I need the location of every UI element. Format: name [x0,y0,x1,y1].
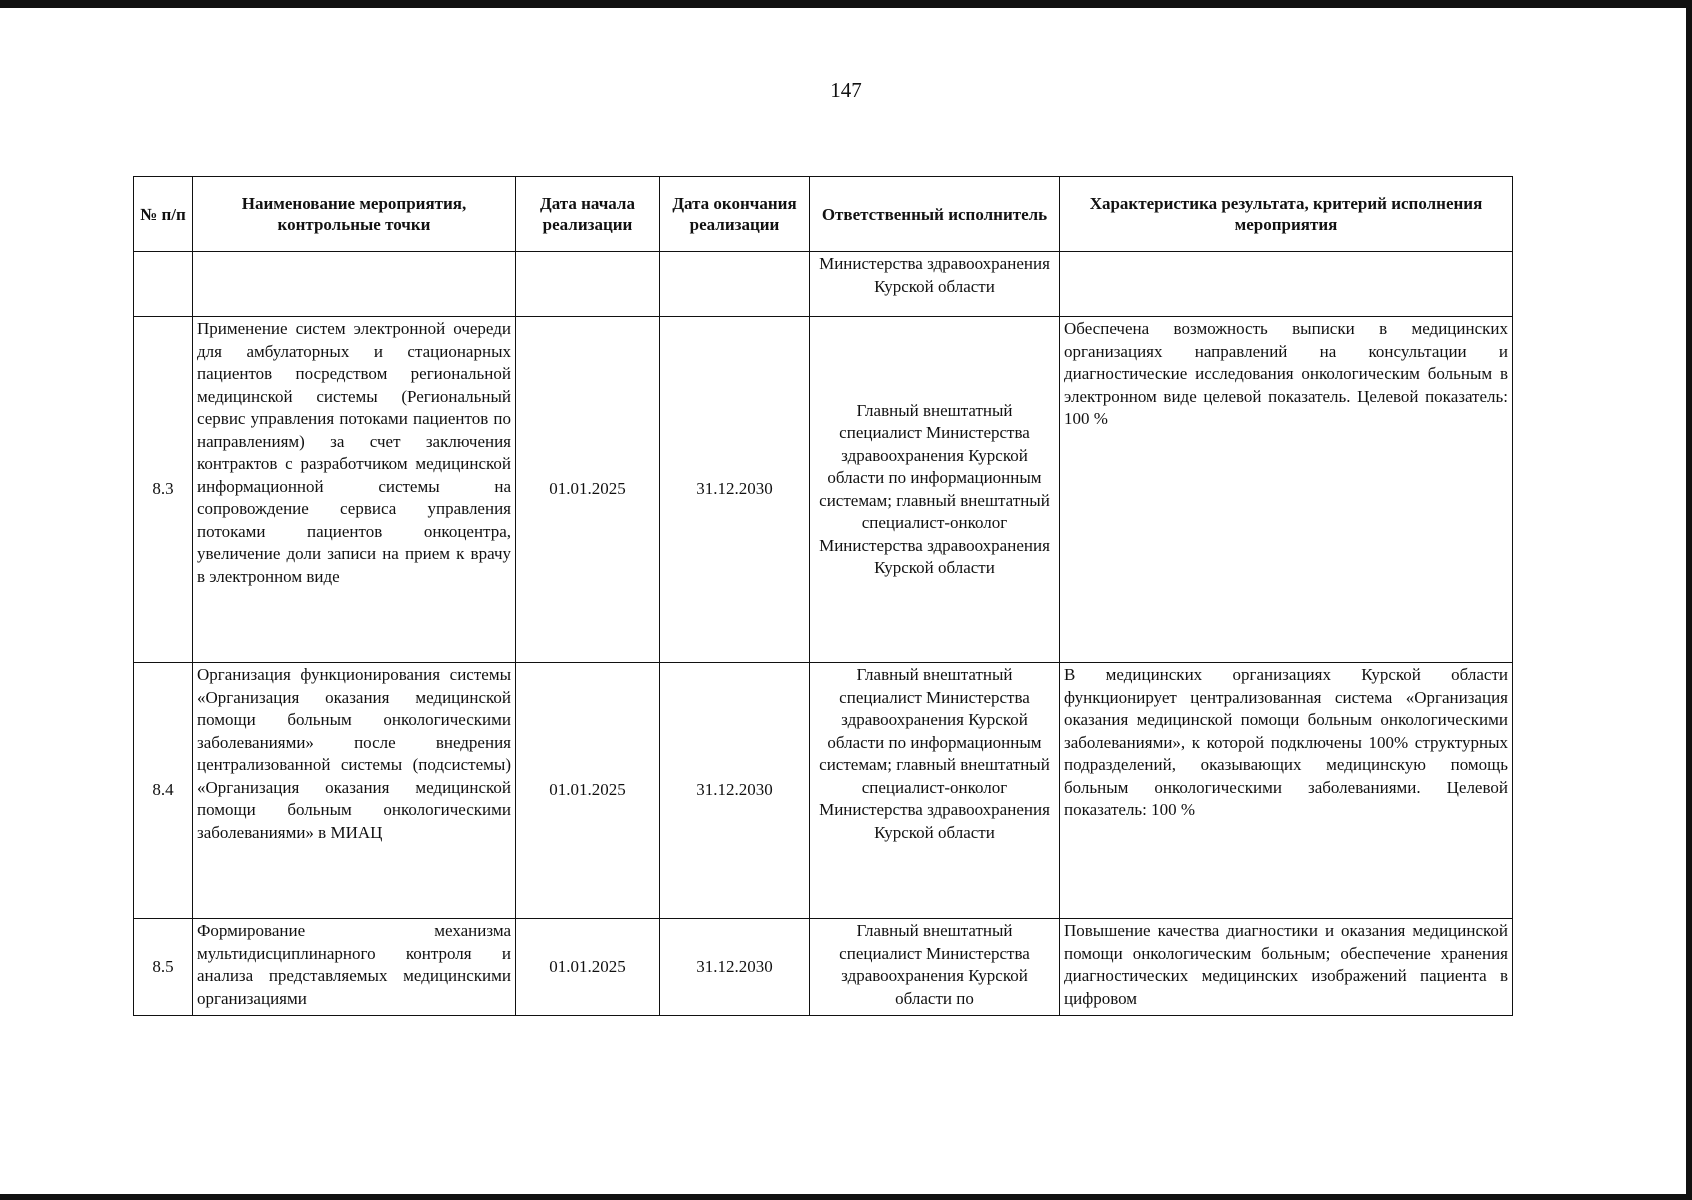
start-date: 01.01.2025 [516,919,660,1016]
header-responsible: Ответственный исполнитель [810,177,1060,252]
end-date: 31.12.2030 [660,919,810,1016]
result-description [1060,252,1513,317]
row-number: 8.5 [134,919,193,1016]
start-date: 01.01.2025 [516,663,660,919]
start-date: 01.01.2025 [516,317,660,663]
page-number: 147 [830,78,862,102]
responsible-executor: Главный внештатный специалист Министерства здравоохранения Курской области по [810,919,1060,1016]
row-number: 8.3 [134,317,193,663]
activity-name [193,252,516,317]
row-number [134,252,193,317]
header-activity-name: Наименование мероприятия, контрольные точки [193,177,516,252]
responsible-executor: Главный внештатный специалист Министерства здравоохранения Курской области по информационным системам; главный внештатный специалист-онколог Министерства здравоохранения Курской области [810,663,1060,919]
scan-edge-right [1686,0,1692,1200]
responsible-executor: Министерства здравоохранения Курской области [810,252,1060,317]
end-date [660,252,810,317]
result-description: Обеспечена возможность выписки в медицинских организациях направлений на консультации и диагностические исследования онкологическим больным в электронном виде целевой показатель. Целевой показатель: 100 % [1060,317,1513,663]
header-result: Характеристика результата, критерий исполнения мероприятия [1060,177,1513,252]
table-row [134,252,1513,317]
activity-name: Организация функционирования системы «Организация оказания медицинской помощи больным онкологическими заболеваниями» после внедрения централизованной системы (подсистемы) «Организация оказания медицинской помощи больным онкологическими заболеваниями» в МИАЦ [193,663,516,919]
start-date [516,252,660,317]
activity-name: Применение систем электронной очереди для амбулаторных и стационарных пациентов посредством региональной медицинской системы (Региональный сервис управления потоками пациентов по направлениям) за счет заключения контрактов с разработчиком медицинской информационной системы на сопровождение сервиса управления потоками пациентов онкоцентра, увеличение доли записи на прием к врачу в электронном виде [193,317,516,663]
scan-edge-top [0,0,1692,8]
table-header-row [134,177,1513,252]
result-description: В медицинских организациях Курской области функционирует централизованная система «Организация оказания медицинской помощи больным онкологическими заболеваниями», к которой подключены 100% структурных подразделений, оказывающих медицинскую помощь больным онкологическими заболеваниями. Целевой показатель: 100 % [1060,663,1513,919]
table-row [134,919,1513,1016]
end-date: 31.12.2030 [660,663,810,919]
row-number: 8.4 [134,663,193,919]
scan-edge-bottom [0,1194,1692,1200]
activity-name: Формирование механизма мультидисциплинарного контроля и анализа представляемых медицинскими организациями [193,919,516,1016]
result-description: Повышение качества диагностики и оказания медицинской помощи онкологическим больным; обеспечение хранения диагностических медицинских изображений пациента в цифровом [1060,919,1513,1016]
responsible-executor: Главный внештатный специалист Министерства здравоохранения Курской области по информационным системам; главный внештатный специалист-онколог Министерства здравоохранения Курской области [810,317,1060,663]
end-date: 31.12.2030 [660,317,810,663]
activities-table [133,176,1513,1016]
header-start-date: Дата начала реализации [516,177,660,252]
header-number: № п/п [134,177,193,252]
table-row [134,317,1513,663]
header-end-date: Дата окончания реализации [660,177,810,252]
table-row [134,663,1513,919]
